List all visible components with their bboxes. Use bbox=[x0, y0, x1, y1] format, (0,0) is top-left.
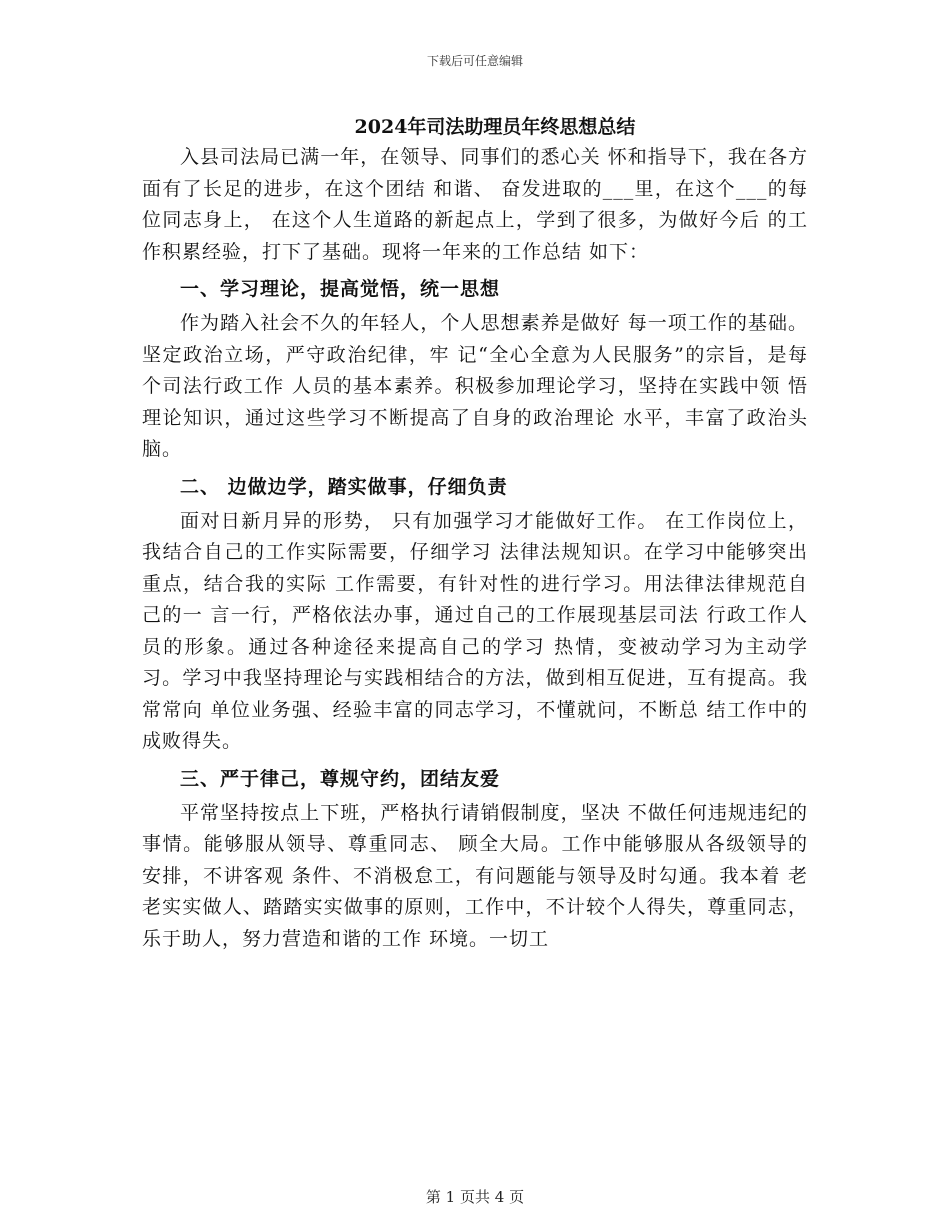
section-2-heading: 二、 边做边学，踏实做事，仔细负责 bbox=[180, 475, 508, 498]
section-1-paragraph: 作为踏入社会不久的年轻人，个人思想素养是做好 每一项工作的基础。坚定政治立场，严守政治纪律，牢 记“全心全意为人民服务”的宗旨，是每个司法行政工作 人员的基本素养。积极参加理论学习，坚持在实践中领 悟理论知识，通过这些学习不断提高了自身的政治理论 水平，丰富了政治头脑。 bbox=[142, 312, 808, 460]
document-title: 2024年司法助理员年终思想总结 bbox=[354, 116, 636, 138]
page-header-note: 下载后可任意编辑 bbox=[426, 54, 523, 68]
document-body bbox=[142, 112, 808, 955]
section-3-paragraph: 平常坚持按点上下班，严格执行请销假制度，坚决 不做任何违规违纪的事情。能够服从领导、尊重同志、 顾全大局。工作中能够服从各级领导的安排，不讲客观 条件、不消极怠工，有问题能与领导及时勾通。我本着 老老实实做人、踏踏实实做事的原则，工作中，不计较个人得失，尊重同志，乐于助人，努力营造和谐的工作 环境。一切工 bbox=[142, 801, 808, 950]
section-1-heading: 一、学习理论，提高觉悟，统一思想 bbox=[180, 278, 501, 300]
section-2-paragraph: 面对日新月异的形势， 只有加强学习才能做好工作。 在工作岗位上，我结合自己的工作实际需要，仔细学习 法律法规知识。在学习中能够突出重点，结合我的实际 工作需要，有针对性的进行学习。用法律法律规范自己的一 言一行，严格依法办事，通过自己的工作展现基层司法 行政工作人员的形象。通过各种途径来提高自己的学习 热情，变被动学习为主动学习。学习中我坚持理论与实践相结合的方法，做到相互促进，互有提高。我常常向 单位业务强、经验丰富的同志学习，不懂就问，不断总 结工作中的成败得失。 bbox=[142, 509, 808, 752]
intro-paragraph: 入县司法局已满一年，在领导、同事们的悉心关 怀和指导下，我在各方面有了长足的进步，在这个团结 和谐、 奋发进取的___里，在这个___的每位同志身上， 在这个人生道路的新起点上，学到了很多，为做好今后 的工作积累经验，打下了基础。现将一年来的工作总结 如下： bbox=[142, 146, 808, 263]
section-3-heading: 三、严于律己，尊规守约，团结友爱 bbox=[180, 767, 501, 790]
page-number: 第 1 页共 4 页 bbox=[425, 1188, 525, 1206]
